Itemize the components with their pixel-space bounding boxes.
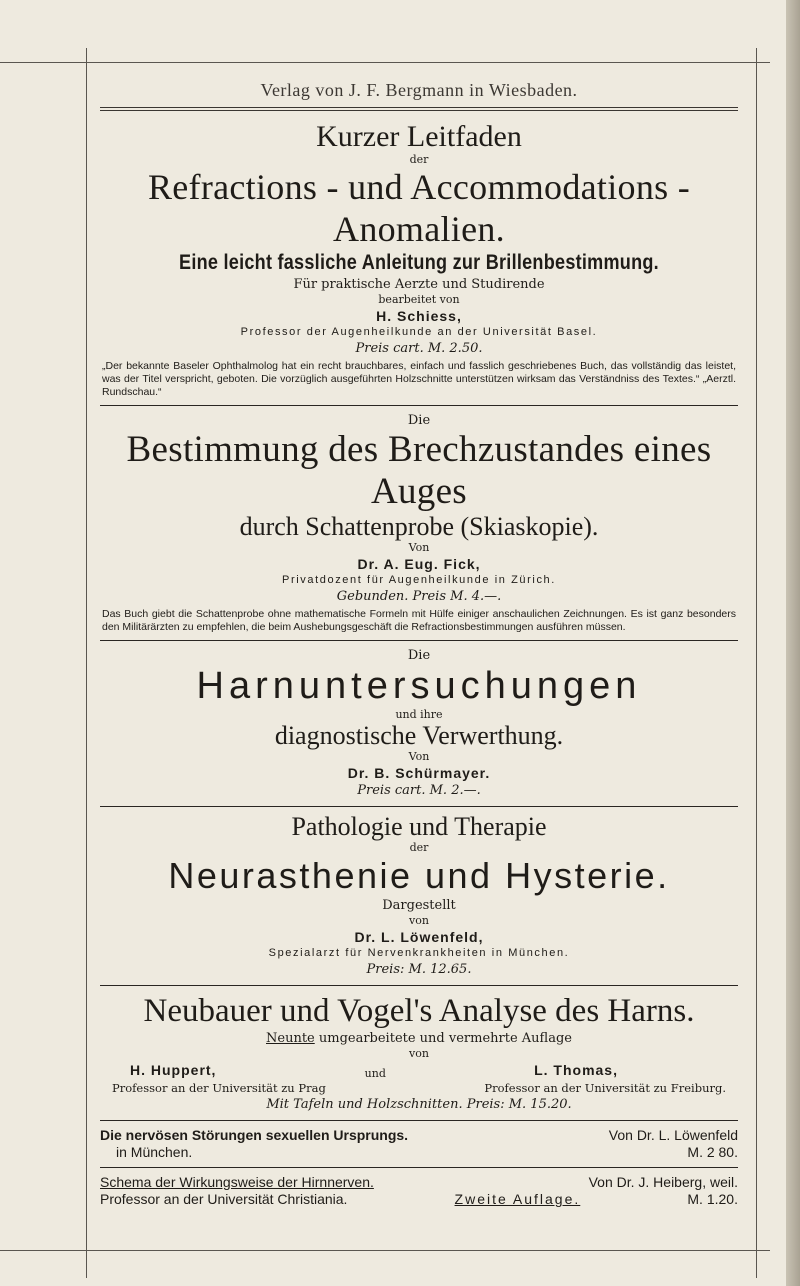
book-huppert-edition-text: umgearbeitete und vermehrte Auflage (314, 1031, 572, 1046)
book-huppert-price: Mit Tafeln und Holzschnitten. Preis: M. 15.20. (266, 1097, 572, 1112)
book-loewenfeld-der: der (409, 841, 429, 854)
book-fick-main: Bestimmung des Brechzustandes eines Auges (126, 429, 712, 512)
book-schuermayer-main: Harnuntersuchungen (196, 665, 642, 707)
book-fick-sub: durch Schattenprobe (Skiaskopie). (239, 512, 599, 541)
book-schiess-audience: Für praktische Aerzte und Studirende (293, 277, 545, 292)
book-schiess (100, 121, 738, 399)
book-fick (100, 412, 738, 634)
book-loewenfeld-main: Neurasthenie und Hysterie. (168, 855, 670, 896)
book-schiess-title: Kurzer Leitfaden (316, 120, 522, 153)
book-loewenfeld-von: von (409, 914, 429, 927)
book-huppert-prof2: Professor an der Universität zu Freiburg. (484, 1081, 726, 1095)
book-fick-von: Von (408, 541, 430, 554)
book-heiberg-author: Von Dr. J. Heiberg, weil. (588, 1174, 738, 1190)
book-huppert-author2: L. Thomas, (534, 1062, 618, 1078)
divider (100, 806, 738, 807)
book-sexuellen-place: in München. (116, 1144, 193, 1160)
crop-mark-bottom (0, 1250, 770, 1251)
book-sexuellen-price: M. 2 80. (687, 1144, 738, 1160)
divider (100, 640, 738, 641)
book-schiess-subtitle: Eine leicht fassliche Anleitung zur Brillenbestimmung. (179, 251, 659, 274)
book-sexuellen-title: Die nervösen Störungen sexuellen Ursprungs. (100, 1127, 409, 1143)
book-heiberg-price: M. 1.20. (687, 1191, 738, 1207)
crop-mark-right (756, 48, 757, 1278)
book-schuermayer-price: Preis cart. M. 2.—. (357, 783, 481, 798)
book-schiess-prof: Professor der Augenheilkunde an der Universität Basel. (240, 326, 598, 338)
header-rule (100, 107, 738, 111)
book-schiess-der: der (409, 153, 429, 166)
book-huppert (100, 992, 738, 1114)
book-schuermayer-sub: diagnostische Verwerthung. (274, 721, 564, 750)
book-schiess-review: „Der bekannte Baseler Ophthalmolog hat ein recht brauchbares, einfach und fasslich geschriebenes Buch, das vollständig das leistet, was der Titel verspricht, geboten. Die vorzüglich ausgeführten Holzschnitte unterstützen wirksam das Verständniss des Textes.“ „Aerztl. Rundschau.“ (102, 360, 736, 398)
divider (100, 1120, 738, 1121)
book-huppert-main: Neubauer und Vogel's Analyse des Harns. (143, 993, 695, 1029)
book-loewenfeld-price: Preis: M. 12.65. (366, 962, 472, 977)
page-edge (786, 0, 800, 1286)
advertisement-page (100, 80, 738, 1208)
book-loewenfeld (100, 813, 738, 979)
book-sexuellen (100, 1127, 738, 1161)
book-fick-die: Die (407, 413, 431, 428)
book-heiberg-title: Schema der Wirkungsweise der Hirnnerven. (100, 1174, 374, 1190)
book-heiberg-prof: Professor an der Universität Christiania. (100, 1191, 348, 1207)
book-schiess-author: H. Schiess, (376, 308, 462, 324)
book-huppert-prof1: Professor an der Universität zu Prag (112, 1081, 326, 1095)
book-fick-price: Gebunden. Preis M. 4.—. (336, 589, 502, 604)
book-schuermayer-author: Dr. B. Schürmayer. (347, 765, 491, 781)
crop-mark-top (0, 62, 770, 63)
book-schuermayer (100, 647, 738, 800)
divider (100, 985, 738, 986)
publisher-header: Verlag von J. F. Bergmann in Wiesbaden. (260, 80, 578, 100)
crop-mark-left (86, 48, 87, 1278)
book-loewenfeld-prof: Spezialarzt für Nervenkrankheiten in München. (268, 947, 570, 959)
book-schuermayer-von: Von (408, 750, 430, 763)
book-heiberg (100, 1174, 738, 1208)
book-schuermayer-und: und ihre (395, 708, 443, 721)
book-loewenfeld-title: Pathologie und Therapie (291, 812, 547, 841)
book-schiess-main: Refractions - und Accommodations - Anomalien. (147, 167, 691, 249)
divider (100, 1167, 738, 1168)
divider (100, 405, 738, 406)
book-huppert-author1: H. Huppert, (130, 1062, 217, 1078)
book-fick-author: Dr. A. Eug. Fick, (357, 556, 481, 572)
book-heiberg-edition: Zweite Auflage. (454, 1191, 581, 1207)
book-loewenfeld-dargestellt: Dargestellt (382, 898, 456, 913)
book-sexuellen-author: Von Dr. L. Löwenfeld (608, 1127, 738, 1143)
book-fick-desc: Das Buch giebt die Schattenprobe ohne mathematische Formeln mit Hülfe einiger anschaulichen Zeichnungen. Es ist ganz besonders den Militärärzten zu empfehlen, die beim Aushebungsgeschäft die Refractionsbestimmungen ausführen müssen. (102, 608, 736, 633)
book-fick-prof: Privatdozent für Augenheilkunde in Zürich. (282, 574, 556, 586)
book-huppert-und: und (364, 1067, 386, 1080)
book-schuermayer-die: Die (407, 648, 431, 663)
book-loewenfeld-author: Dr. L. Löwenfeld, (354, 929, 484, 945)
book-schiess-edited: bearbeitet von (378, 293, 460, 306)
book-huppert-von: von (409, 1047, 429, 1060)
book-schiess-price: Preis cart. M. 2.50. (355, 341, 483, 356)
book-huppert-edition-number: Neunte (266, 1031, 315, 1046)
